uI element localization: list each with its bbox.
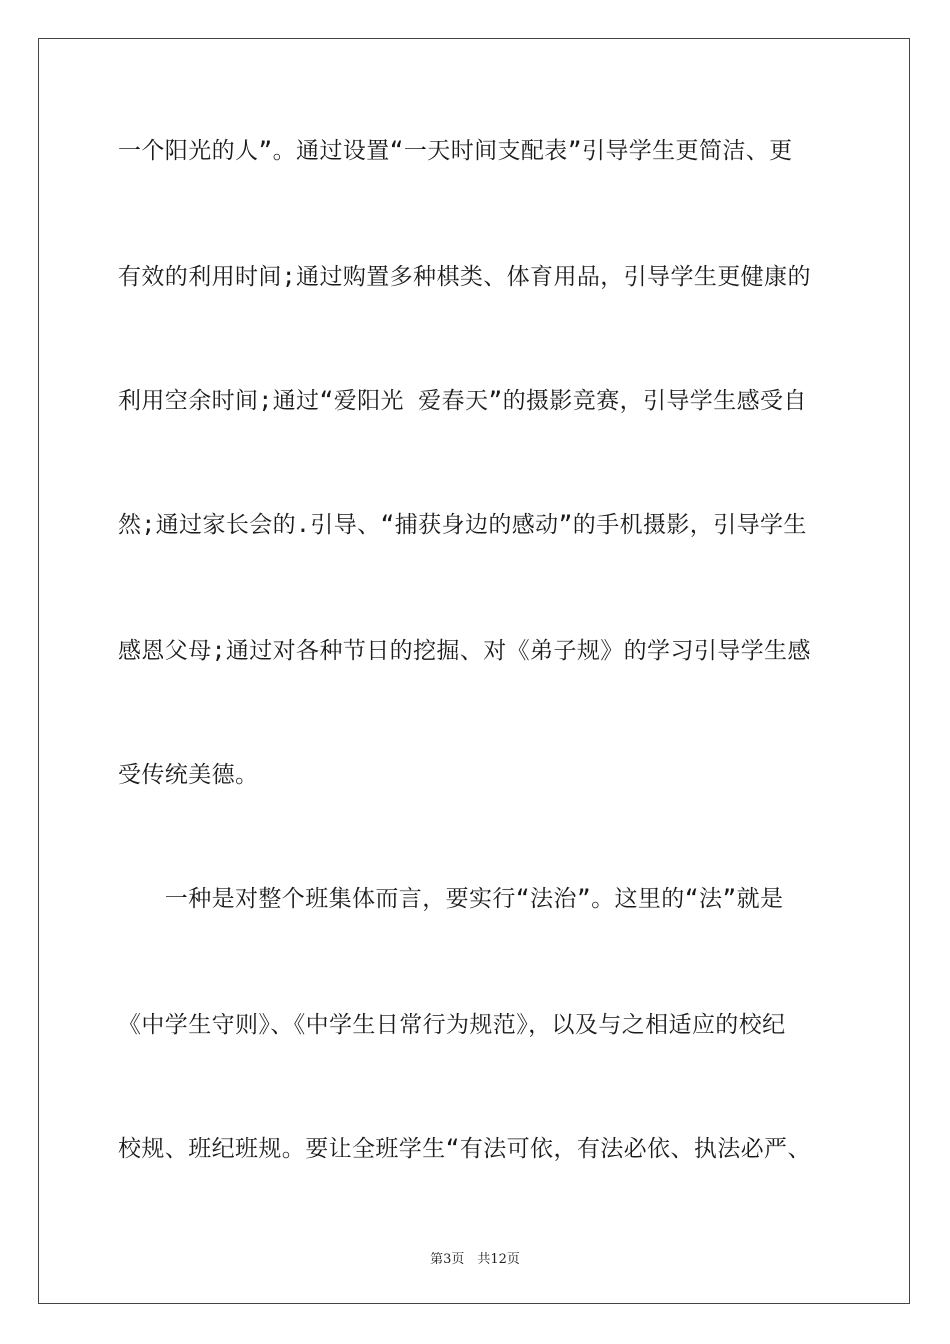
text-line-8: 《中学生守则》、《中学生日常行为规范》，以及与之相适应的校纪: [118, 1012, 786, 1038]
text-line-1: 一个阳光的人”。通过设置“一天时间支配表”引导学生更简洁、更: [118, 138, 793, 164]
text-line-7: 一种是对整个班集体而言，要实行“法治”。这里的“法”就是: [118, 886, 784, 912]
page-number-footer: 第3页 共12页: [430, 1252, 520, 1267]
text-line-5: 感恩父母;通过对各种节日的挖掘、对《弟子规》的学习引导学生感: [118, 638, 811, 664]
text-line-6: 受传统美德。: [118, 762, 259, 788]
text-line-3: 利用空余时间;通过“爱阳光 爱春天”的摄影竞赛，引导学生感受自: [118, 388, 807, 414]
text-line-4: 然;通过家长会的.引导、“捕获身边的感动”的手机摄影，引导学生: [118, 512, 807, 538]
text-line-9: 校规、班纪班规。要让全班学生“有法可依，有法必依、执法必严、: [118, 1136, 811, 1162]
page-border: [38, 38, 910, 1304]
text-line-2: 有效的利用时间;通过购置多种棋类、体育用品，引导学生更健康的: [118, 264, 811, 290]
